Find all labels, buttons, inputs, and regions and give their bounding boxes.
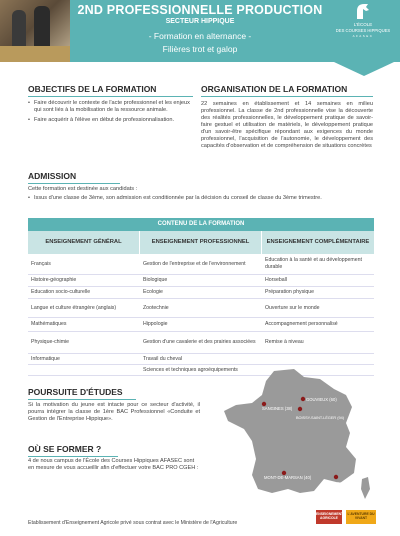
school-logo [326, 0, 400, 62]
poursuite-text: Si la motivation du jeune est intacte pour ce secteur d'activité, il pourra intégrer la classe de 1ère BAC Professionnel «Conduite et Gestion de l'Entreprise Hippique». [28, 402, 200, 422]
table-row [28, 299, 374, 318]
table-row [28, 354, 374, 365]
city-marker [298, 407, 302, 411]
table-cell: Français [31, 260, 51, 267]
page-subtitle: SECTEUR HIPPIQUE [165, 18, 235, 25]
table-header-row [28, 231, 374, 254]
table-row [28, 287, 374, 299]
col-complementaire: ENSEIGNEMENT COMPLÉMENTAIRE [262, 231, 374, 254]
table-cell: Physique-chimie [31, 339, 70, 346]
table-cell: Hippologie [143, 321, 168, 328]
col-general: ENSEIGNEMENT GÉNÉRAL [28, 231, 140, 254]
page-title: 2ND PROFESSIONNELLE PRODUCTION [77, 3, 323, 17]
logo-line-3: AFASEC [352, 34, 374, 38]
horse-logo-icon [353, 2, 373, 20]
table-cell: Remise à niveau [265, 339, 304, 346]
header-photo [0, 0, 70, 62]
table-cell [28, 365, 140, 375]
city-marker [301, 397, 305, 401]
enseignement-agricole-logo: ENSEIGNEMENT AGRICOLE [316, 510, 342, 524]
former-title: OÙ SE FORMER ? [28, 444, 118, 457]
city-marker [334, 475, 338, 479]
organisation-title: ORGANISATION DE LA FORMATION [201, 84, 373, 97]
table-row [28, 332, 374, 354]
table-cell: Langue et culture étrangère (anglais) [31, 304, 117, 311]
admission-list [28, 195, 373, 205]
city-label: CAGNES (13) [326, 481, 353, 486]
footer-text: Etablissement d'Enseignement Agricole privé sous contrat avec le Ministère de l'Agriculture [28, 520, 238, 526]
table-cell: Informatique [31, 355, 60, 362]
table-cell: Education à la santé et au développement durable [265, 257, 362, 270]
table-cell: Biologique [143, 277, 168, 284]
table-row [28, 318, 374, 332]
table-cell: Education socio-culturelle [31, 289, 91, 296]
city-label: BOISSY-SAINT-LÉGER (94) [296, 416, 344, 420]
admission-intro: Cette formation est destinée aux candidats : [28, 186, 138, 192]
header-notch [334, 62, 394, 76]
formation-table [28, 218, 374, 376]
organisation-text: 22 semaines en établissement et 14 semaines en milieu professionnel. La classe de 2nd professionnelle vise la découverte des réalités professionnelles, le développement pratique de savoir-faire gestuel et utilisation de matériels, le développement pratique d'un savoir-être spécifique répondant aux exigences du monde professionnel, l'acquisition de l'autonomie, le développement des capacités d'observation et de compréhension de situations concrètes [201, 101, 373, 149]
table-cell: Gestion de l'entreprise et de l'environnement [143, 260, 246, 267]
table-cell: Horseball [265, 277, 287, 284]
formation-mode: - Formation en alternance - [148, 31, 252, 41]
logo-line-2: DES COURSES HIPPIQUES [335, 28, 391, 33]
admission-title: ADMISSION [28, 171, 120, 184]
table-cell [262, 354, 374, 364]
city-label: SANGINES (38) [262, 406, 293, 411]
table-row [28, 275, 374, 287]
table-cell: Zootechnie [143, 304, 169, 311]
city-label: GOUVIEUX (60) [306, 397, 337, 402]
table-cell: Ouverture sur le monde [265, 304, 320, 311]
corsica-shape [361, 477, 370, 499]
table-cell: Travail du cheval [143, 355, 183, 362]
table-cell: Préparation physique [265, 289, 315, 296]
admission-item: • Issus d'une classe de 3ème, son admission est conditionnée par la décision du conseil de classe du 3ème trimestre. [28, 195, 373, 202]
logo-line-1: L'ÉCOLE [353, 22, 373, 27]
table-cell: Gestion d'une cavalerie et des prairies associées [143, 339, 256, 346]
former-text: 4 de nous campus de l'École des Courses Hippiques AFASEC sont en mesure de vous accueillir afin d'effectuer votre BAC PRO CGEH : [28, 458, 199, 471]
col-professionnel: ENSEIGNEMENT PROFESSIONNEL [140, 231, 262, 254]
filieres: Filières trot et galop [162, 44, 238, 54]
table-cell: Histoire-géographie [31, 277, 77, 284]
city-label: MONT-DE-MARSAN (40) [264, 475, 312, 480]
table-title: CONTENU DE LA FORMATION [28, 218, 374, 231]
table-cell: Sciences et techniques agroéquipements [143, 366, 238, 373]
table-cell: Ecologie [143, 289, 163, 296]
objectifs-list [28, 100, 193, 127]
table-cell: Accompagnement personnalisé [265, 321, 338, 328]
poursuite-title: POURSUITE D'ÉTUDES [28, 387, 136, 400]
objectif-item: • Faire acquérir à l'élève en début de professionnalisation. [28, 117, 193, 124]
objectifs-title: OBJECTIFS DE LA FORMATION [28, 84, 193, 97]
objectif-item: • Faire découvrir le contexte de l'acte professionnel et les enjeux qui sont liés à la mobilisation de la ressource animale. [28, 100, 193, 114]
aventure-vivant-logo: L'AVENTURE DU VIVANT [346, 510, 376, 524]
table-cell: Mathématiques [31, 321, 67, 328]
france-map [222, 367, 372, 501]
table-row [28, 254, 374, 275]
